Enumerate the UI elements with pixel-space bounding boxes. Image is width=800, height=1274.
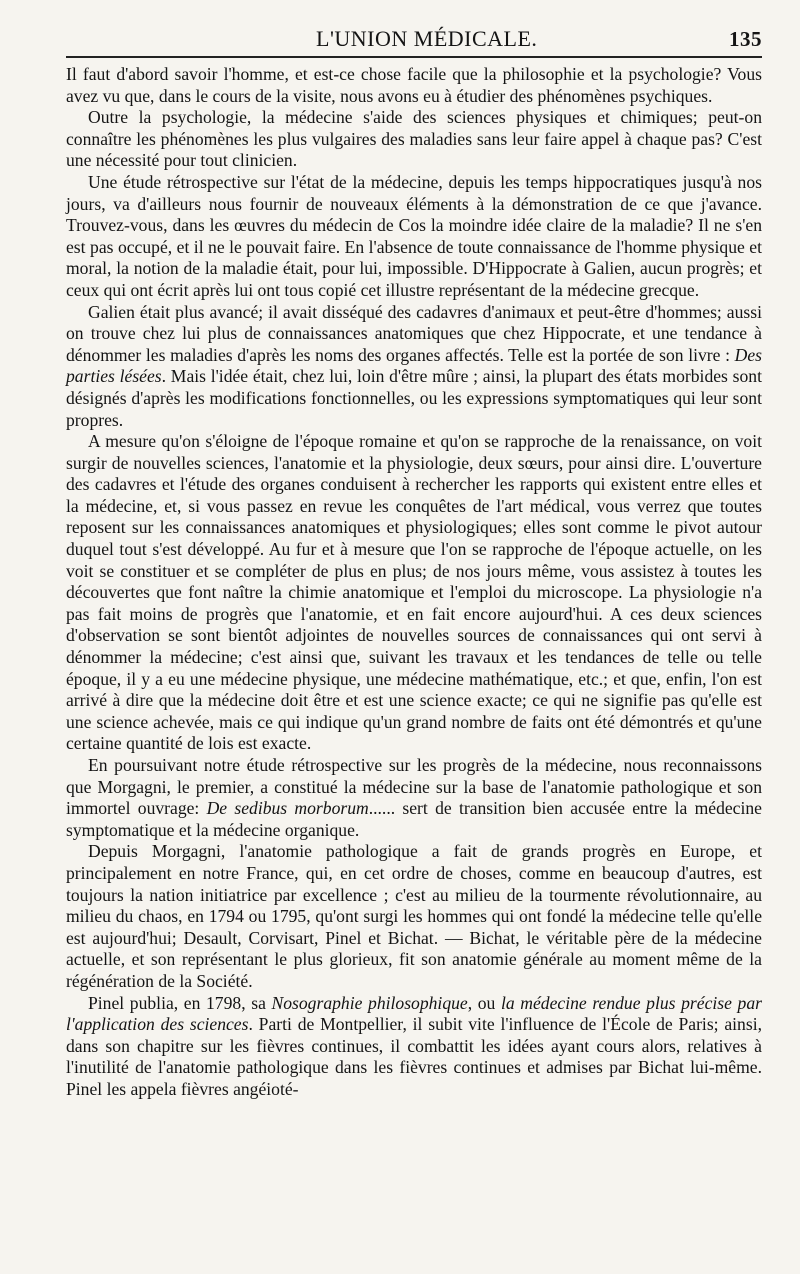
italic-title: De sedibus morborum xyxy=(206,798,369,819)
paragraph xyxy=(66,302,762,432)
paragraph xyxy=(66,172,762,302)
text-run: Depuis Morgagni, l'anatomie pathologique a fait de grands progrès en Europe, et principalement en notre France, qui, en cet ordre de choses, comme en beaucoup d'autres, est toujours la nation initiatrice par excellence ; c'est au milieu de la tourmente révolutionnaire, au milieu du chaos, en 1794 ou 1795, qu'ont surgi les hommes qui ont fondé la médecine telle qu'elle est aujourd'hui; Desault, Corvisart, Pinel et Bichat. — Bichat, le véritable père de la médecine actuelle, et son représentant le plus glorieux, fit son anatomie générale au moment même de la régénération de la Société. xyxy=(66,841,762,991)
text-run: Outre la psychologie, la médecine s'aide des sciences physiques et chimiques; peut-on connaître les phénomènes les plus vulgaires des maladies sans leur faire appel à chaque pas? C'est une nécessité pour tout clinicien. xyxy=(66,107,762,171)
text-run: A mesure qu'on s'éloigne de l'époque romaine et qu'on se rapproche de la renaissance, on voit surgir de nouvelles sciences, l'anatomie et la physiologie, deux sœurs, pour ainsi dire. L'ouverture des cadavres et l'étude des organes conduisent à rechercher les rapports qui existent entre elles et la médecine, et, si vous passez en revue les conquêtes de l'art médical, vous verrez que toutes reposent sur les connaissances anatomiques et physiologiques; elles sont comme le pivot autour duquel tout s'est développé. Au fur et à mesure que l'on se rapproche de l'époque actuelle, on les voit se constituer et se compléter de plus en plus; de nos jours même, vous assistez à toutes les découvertes que font naître la chimie anatomique et l'emploi du microscope. La physiologie n'a pas fait moins de progrès que l'anatomie, et en fait encore aujourd'hui. A ces deux sciences d'observation se sont bientôt adjointes de nouvelles sources de connaissances qui ont servi à dénommer la médecine; c'est ainsi que, suivant les travaux et les tendances de telle ou telle époque, il y a eu une médecine physique, une médecine mathématique, etc.; et que, enfin, l'on est arrivé à dire que la médecine doit être et est une science exacte; ce qui ne signifie pas qu'elle est une science achevée, mais ce qui indique qu'un grand nombre de faits ont été démontrés et qu'une certaine quantité de lois est exacte. xyxy=(66,431,762,754)
text-run: Pinel publia, en 1798, sa xyxy=(88,992,272,1013)
paragraph xyxy=(66,64,762,107)
text-run: , ou xyxy=(467,992,501,1013)
text-run: . Parti de Montpellier, il subit vite l'influence de l'École de Paris; ainsi, dans son chapitre sur les fièvres continues, il combattit les idées ayant cours alors, relatives à l'inutilité de l'anatomie pathologique dans les fièvres continues et admises par Bichat lui-même. Pinel les appela fièvres angéioté- xyxy=(66,1014,762,1099)
text-run: En poursuivant notre étude rétrospective sur les progrès de la médecine, nous reconnaissons que Morgagni, le premier, a constitué la médecine sur la base de l'anatomie pathologique et son immortel ouvrage: xyxy=(66,755,762,819)
text-run: ...... sert de transition bien accusée entre la médecine symptomatique et la médecine organique. xyxy=(66,798,762,840)
header-rule xyxy=(66,56,762,58)
body-text xyxy=(66,64,762,1101)
paragraph xyxy=(66,993,762,1101)
italic-title: Nosographie philosophique xyxy=(271,992,468,1013)
text-run: . Mais l'idée était, chez lui, loin d'être mûre ; ainsi, la plupart des états morbides sont désignés d'après les modifications fonctionnelles, ou les expressions symptomatiques qui leur sont propres. xyxy=(66,366,762,430)
page-number: 135 xyxy=(729,27,762,51)
italic-title: Des parties lésées xyxy=(66,344,762,387)
italic-title: la médecine rendue plus précise par l'application des sciences xyxy=(66,992,762,1035)
running-header xyxy=(66,26,762,56)
text-run: Il faut d'abord savoir l'homme, et est-ce chose facile que la philosophie et la psychologie? Vous avez vu que, dans le cours de la visite, nous avons eu à étudier des phénomènes psychiques. xyxy=(66,64,762,106)
paragraph xyxy=(66,431,762,755)
paragraph xyxy=(66,755,762,841)
text-run: Une étude rétrospective sur l'état de la médecine, depuis les temps hippocratiques jusqu'à nos jours, va d'ailleurs nous fournir de nouveaux éléments à la démonstration de ce que j'avance. Trouvez-vous, dans les œuvres du médecin de Cos la moindre idée claire de la maladie? Il ne s'en est pas occupé, et il ne le pouvait faire. En l'absence de toute connaissance de l'homme physique et moral, la notion de la maladie était, pour lui, impossible. D'Hippocrate à Galien, aucun progrès; et ceux qui ont écrit après lui ont tous copié cet illustre représentant de la médecine grecque. xyxy=(66,171,762,300)
journal-title: L'UNION MÉDICALE. xyxy=(316,26,538,51)
paragraph xyxy=(66,107,762,172)
paragraph xyxy=(66,841,762,992)
text-run: Galien était plus avancé; il avait disséqué des cadavres d'animaux et peut-être d'hommes; aussi on trouve chez lui plus de connaissances anatomiques que chez Hippocrate, et une tendance à dénommer les maladies d'après les noms des organes affectés. Telle est la portée de son livre : xyxy=(66,301,762,365)
